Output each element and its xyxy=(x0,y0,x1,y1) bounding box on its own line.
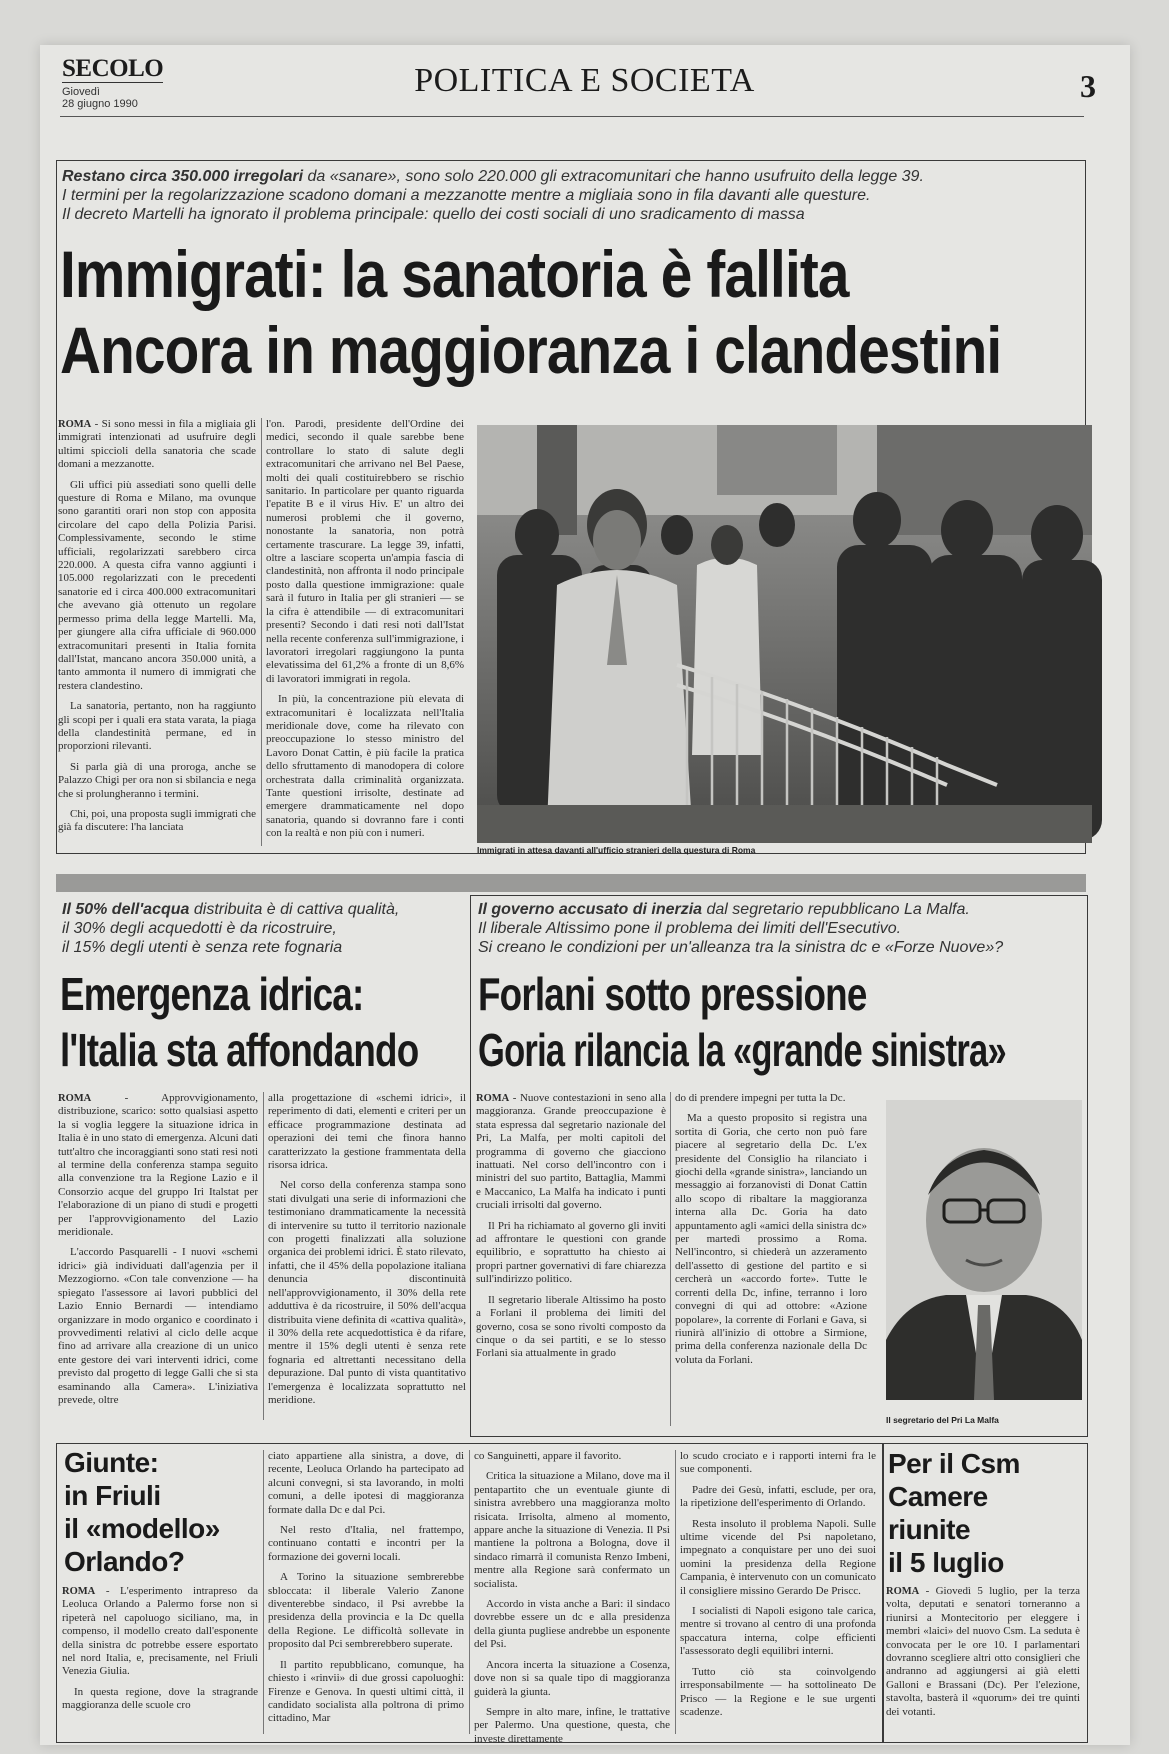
masthead-date: 28 giugno 1990 xyxy=(62,98,138,110)
giunte-col2-p2: Nel resto d'Italia, nel frattempo, continuano contatti e incontri per la formazione dei governi locali. xyxy=(268,1524,464,1563)
forlani-kicker-lead: Il governo accusato di inerzia xyxy=(478,901,703,918)
column-divider xyxy=(469,1450,470,1734)
page-number: 3 xyxy=(1080,68,1096,104)
giunte-col4-p4: I socialisti di Napoli esigono tale carica, mentre si trovano al centro di una profonda spaccatura interna, colpe efficienti l'assessorato degli equilibri interni. xyxy=(680,1605,876,1658)
main-kicker-line3: Il decreto Martelli ha ignorato il problema principale: quello dei costi sociali di uno sradicamento di massa xyxy=(62,206,805,223)
main-kicker-lead: Restano circa 350.000 irregolari xyxy=(62,168,304,185)
giunte-headline-line-3: il «modello» xyxy=(64,1513,220,1544)
section-title: POLITICA E SOCIETA xyxy=(414,62,755,99)
forlani-column-2 xyxy=(675,1092,867,1428)
giunte-col3-p1: co Sanguinetti, appare il favorito. xyxy=(474,1450,622,1462)
giunte-col4-p3: Resta insoluto il problema Napoli. Sulle ultime vicende del Psi napoletano, impegnato a conquistare per uno dei suoi uomini la presidenza della Regione Campania, è intervenuto con un comunicato il consigliere missino Gerardo De Priscc. xyxy=(680,1517,876,1597)
forlani-col1-p3: Il segretario liberale Altissimo ha posto a Forlani il problema dei limiti del governo, cosa se sono rivolti composto da cinque o da sei partiti, e se lo stesso Forlani sia attualmente in grado xyxy=(476,1293,666,1360)
column-divider xyxy=(263,1092,264,1420)
forlani-col2-p2: Ma a questo proposito si registra una sortita di Goria, che certo non può fare piacere al segretario della Dc. L'ex presidente del Consiglio ha rilanciato i giochi della «grande sinistra», lanciando un messaggio ai forzanovisti di Donat Cattin allo scopo di ribaltare la maggioranza interna alla Dc. Goria ha dato appuntamento agli «amici della sinistra dc» per martedì prossimo a Roma. Nell'incontro, si chiederà un azzeramento dell'assetto di gestione del partito e si cercherà un «accordo forte». Tutte le correnti della Dc, infine, terranno i loro convegni di qui ad ottobre: «Azione popolare», la corrente di Forlani e Gava, si riunirà all'inizio di ottobre a Sirmione, prima della conferenza nazionale della Dc voluta da Forlani. xyxy=(675,1112,867,1366)
main-column-1 xyxy=(58,418,256,848)
water-column-2 xyxy=(268,1092,466,1422)
main-col1-p1: - Si sono messi in fila a migliaia gli immigrati intenzionati ad usufruire degli ultimi spiccioli della sanatoria che scade domani a mezzanotte. xyxy=(58,418,256,471)
giunte-column-1 xyxy=(62,1585,258,1735)
immigrants-photo-illustration xyxy=(477,425,1092,843)
giunte-col1-p2: In questa regione, dove la stragrande maggioranza delle scuole cro xyxy=(62,1685,258,1712)
giunte-col3-p5: Sempre in alto mare, infine, le trattative per Palermo. Una questione, questa, che investe direttamente xyxy=(474,1705,670,1745)
water-col2-p1: alla progettazione di «schemi idrici», il reperimento di dati, elementi e criteri per un efficace programmazione destinata ad operazioni dei temi che finora hanno caratterizzato la gestione frammentata della risorsa idrica. xyxy=(268,1092,466,1172)
column-divider xyxy=(670,1092,671,1426)
main-col2-p1: l'on. Parodi, presidente dell'Ordine dei medici, secondo il quale sarebbe bene controllare lo stato di salute degli extracomunitari che arrivano nel Bel Paese, molti dei quali costituirebbero se rischio sanitario. In particolare per quanto riguarda l'epatite B e il virus Hiv. E' un altro dei numerosi problemi che il governo, nonostante la sanatoria, non potrà certamente trascurare. La legge 39, infatti, oltre a lasciare scoperta un'ampia fascia di clandestinità, non affronta il nodo principale posto dalla questione immigrazione: quale sarà il futuro in Italia per gli stranieri — se la cifra è attendibile — di extracomunitari presenti? Secondo i dati resi noti dall'Istat nella recente conferenza sull'immigrazione, i lavoratori irregolari raggiungono la punta elevatissima del 61,2% a fronte di un 8,6% di lavoratori immigrati in regola. xyxy=(266,418,464,685)
forlani-column-1 xyxy=(476,1092,666,1428)
giunte-headline-line-1: Giunte: xyxy=(64,1447,159,1478)
masthead-day: Giovedì xyxy=(62,86,100,98)
water-col1-p2: L'accordo Pasquarelli - I nuovi «schemi idrici» già individuati dall'agenzia per il Mezzogiorno. «Con tale convenzione — ha spiegato l'assessore ai lavori pubblici del Lazio Ennio Bernardi — intendiamo organizzare in modo organico e coordinato i provvedimenti relativi al ciclo delle acque fino ad arrivare alla creazione di un unico ente gestore dei vari interventi idrici, come previsto dal progetto di legge Galli che si sta esaminando alla Camera». L'iniziativa prevede, oltre xyxy=(58,1246,258,1406)
water-col1-p1: - Approvvigionamento, distribuzione, scarico: sotto qualsiasi aspetto la si voglia leggere la situazione idrica in Italia è in uno stato di emergenza. Alcuni dati tutt'altro che incoraggianti sono stati resi noti al termine della conferenza stampa seguito alla convenzione tra la Regione Lazio e il Consorzio acque del gruppo Iri Italstat per l'elaborazione di un piano di studi e progetti per l'approvvigionamento del Lazio meridionale. xyxy=(58,1092,258,1239)
giunte-col3-p2: Critica la situazione a Milano, dove ma il pentapartito che un eventuale giunte di sinistra avrebbero una maggioranza molto risicata. Irrisolta, almeno al momento, appare anche la situazione di Venezia. Il Psi mantiene la poltrona a Bologna, dove il sindaco rimarrà il comunista Renzo Imbeni, mentre alla Regione sarà confermato un socialista. xyxy=(474,1470,670,1590)
forlani-dateline: ROMA xyxy=(476,1093,510,1104)
csm-body: - Giovedì 5 luglio, per la terza volta, deputati e senatori torneranno a riunirsi a Montecitorio per eleggere i membri «laici» del nuovo Csm. La seduta è convocata per le ore 10. I parlamentari dovranno scegliere altri otto consiglieri che andranno ad aggiungersi ai già eletti Galloni e Brassani (Dc). Per l'elezione, stavolta, basterà il «quorum» dei tre quinti dei votanti. xyxy=(886,1585,1080,1718)
giunte-col2-p3: A Torino la situazione sembrerebbe sbloccata: il liberale Valerio Zanone diventerebbe sindaco, il Psi avrebbe la presidenza della provincia e la Dc quella della Regione. Le difficoltà sollevate in proposito dal Pci sembrerebbero superate. xyxy=(268,1571,464,1651)
column-divider xyxy=(261,418,262,846)
main-col1-p4: Si parla già di una proroga, anche se Palazzo Chigi per ora non si sbilancia e nega che si prolungheranno i termini. xyxy=(58,760,256,800)
giunte-headline xyxy=(64,1446,220,1578)
column-divider xyxy=(263,1450,264,1734)
giunte-column-2 xyxy=(268,1450,464,1738)
csm-headline xyxy=(888,1447,1020,1579)
giunte-headline-line-4: Orlando? xyxy=(64,1546,185,1577)
giunte-col3-p4: Ancora incerta la situazione a Cosenza, dove non si sa quale tipo di maggioranza guiderà la giunta. xyxy=(474,1658,670,1698)
forlani-col2-p1: do di prendere impegni per tutta la Dc. xyxy=(675,1092,846,1104)
csm-column xyxy=(886,1585,1080,1735)
giunte-dateline: ROMA xyxy=(62,1586,96,1597)
immigrants-queue-photo xyxy=(477,425,1092,843)
main-col2-p2: In più, la concentrazione più elevata di extracomunitari è localizzata nell'Italia meridionale dove, come ha rilevato con preoccupazione lo stesso ministro del Lavoro Donat Cattin, è più facile la pratica dello sfruttamento di manodopera di colore orchestrata dalla criminalità organizzata. Tante questioni irrisolte, destinate ad emergere drammaticamente nel dopo sanatoria, quando si dovranno fare i conti con la realtà e non più con i numeri. xyxy=(266,693,464,840)
main-headline-2: Ancora in maggioranza i clandestini xyxy=(60,313,1002,387)
forlani-col1-p1: - Nuove contestazioni in seno alla maggioranza. Grande preoccupazione è stata espressa dal segretario nazionale del Pri, La Malfa, per molti capitoli del programma di governo che giacciono inattuati. Nel corso dell'incontro con i ministri del suo partito, Battaglia, Mammì e Maccanico, La Malfa ha indicato i punti cruciali irrisolti dal governo. xyxy=(476,1092,666,1212)
giunte-col4-p5: Tutto ciò sta coinvolgendo irresponsabilmente — ha sottolineato De Prisco — la Regione e le sue urgenti scadenze. xyxy=(680,1665,876,1718)
forlani-kicker-line3: Si creano le condizioni per un'alleanza tra la sinistra dc e «Forze Nuove»? xyxy=(478,939,1004,956)
forlani-kicker xyxy=(478,900,1078,957)
forlani-headline-2: Goria rilancia la «grande sinistra» xyxy=(478,1024,1006,1076)
main-dateline: ROMA xyxy=(58,419,92,430)
forlani-headline-1: Forlani sotto pressione xyxy=(478,968,867,1020)
csm-headline-line-4: il 5 luglio xyxy=(888,1547,1004,1578)
la-malfa-portrait-illustration xyxy=(886,1100,1082,1400)
csm-headline-line-1: Per il Csm xyxy=(888,1448,1020,1479)
giunte-col2-p4: Il partito repubblicano, comunque, ha chiesto i «rinvii» di due grossi capoluoghi: Firenze e Genova. In questi ultimi città, il candidato socialista alla poltrona di primo cittadino, Mar xyxy=(268,1658,464,1725)
csm-dateline: ROMA xyxy=(886,1586,920,1597)
water-kicker xyxy=(62,900,462,957)
water-headline-1: Emergenza idrica: xyxy=(60,968,364,1020)
main-col1-p3: La sanatoria, pertanto, non ha raggiunto gli scopi per i quali era stata varata, la piaga della clandestinità permane, ed in proporzioni rilevanti. xyxy=(58,700,256,753)
main-photo-caption: Immigrati in attesa davanti all'ufficio stranieri della questura di Roma xyxy=(477,845,756,855)
water-col2-p2: Nel corso della conferenza stampa sono stati divulgati una serie di informazioni che testimoniano drammaticamente la necessità di intervenire su tutto il territorio nazionale con progetti finalizzati alla soluzione organica dei problemi idrici. È stato rilevato, infatti, che il 45% della popolazione italiana denuncia discontinuità nell'approvvigionamento, il 30% della rete adduttiva è da ricostruire, il 50% dell'acqua distribuita viene definita di «cattiva qualità», il 30% della rete acquedottistica è da rifare, mentre il 15% degli utenti è senza rete fognaria ed altrettanti necessitano della depurazione. Dal punto di vista quantitativo l'emergenza è localizzata soprattutto nel meridione. xyxy=(268,1179,466,1406)
header-rule xyxy=(60,116,1084,117)
giunte-col1-p1: - L'esperimento intrapreso da Leoluca Orlando a Palermo forse non si ripeterà nel capoluogo siciliano, ma, in compenso, il modello creato dall'esponente della sinistra dc potrebbe essere esportato nel nord Italia, e, precisamente, nel Friuli Venezia Giulia. xyxy=(62,1585,258,1678)
main-col1-p2: Gli uffici più assediati sono quelli delle questure di Roma e Milano, ma ovunque sono garantiti orari non stop con apposita circolare del capo della Polizia Parisi. Complessivamente, secondo le stime ufficiali, regolarizzati sarebbero circa 220.000. A questa cifra vanno aggiunti i 105.000 regolarizzati con le precedenti sanatorie ed i circa 400.000 extracomunitari che avevano già ottenuto un regolare permesso prima della legge Martelli. Ma, per giungere alla cifra ufficiale di 960.000 extracomunitari presenti in Italia fornita dall'Istat, mancano ancora 350.000 unità, a tanto ammonta il numero di immigrati che restera clandestino. xyxy=(58,478,256,692)
giunte-col3-p3: Accordo in vista anche a Bari: il sindaco dovrebbe essere un dc e alla presidenza della giunta pugliese andrebbe un esponente del Psi. xyxy=(474,1598,670,1651)
forlani-kicker-line1: dal segretario repubblicano La Malfa. xyxy=(702,901,970,918)
section-separator-bar xyxy=(56,874,1086,892)
main-kicker-line2: I termini per la regolarizzazione scadono domani a mezzanotte mentre a migliaia sono in fila davanti alle questure. xyxy=(62,187,871,204)
forlani-kicker-line2: Il liberale Altissimo pone il problema dei limiti dell'Esecutivo. xyxy=(478,920,902,937)
main-col1-p5: Chi, poi, una proposta sugli immigrati che già fa discutere: l'ha lanciata xyxy=(58,807,256,834)
water-kicker-line1: distribuita è di cattiva qualità, xyxy=(189,901,400,918)
giunte-col4-p1: lo scudo crociato e i rapporti interni fra le sue componenti. xyxy=(680,1450,876,1476)
water-dateline: ROMA xyxy=(58,1093,92,1104)
giunte-col2-p1: ciato appartiene alla sinistra, a dove, di recente, Leoluca Orlando ha partecipato ad alcuni convegni, si sta lavorando, in molti comuni, a delle ipotesi di maggioranza formate dalla Dc e dal Pci. xyxy=(268,1450,464,1516)
csm-headline-line-3: riunite xyxy=(888,1514,971,1545)
water-kicker-line3: il 15% degli utenti è senza rete fognaria xyxy=(62,939,343,956)
forlani-col1-p2: Il Pri ha richiamato al governo gli inviti ad affrontare le questioni con grande equilibrio, e soprattutto ha chiesto ai propri partner governativi di fare chiarezza sull'indirizzo politico. xyxy=(476,1219,666,1286)
la-malfa-photo-caption: Il segretario del Pri La Malfa xyxy=(886,1415,999,1425)
main-headline-1: Immigrati: la sanatoria è fallita xyxy=(60,237,849,311)
la-malfa-portrait-photo xyxy=(886,1100,1082,1400)
giunte-column-4 xyxy=(680,1450,876,1738)
water-column-1 xyxy=(58,1092,258,1422)
main-kicker-line1: da «sanare», sono solo 220.000 gli extracomunitari che hanno usufruito della legge 39. xyxy=(303,168,924,185)
main-column-2 xyxy=(266,418,464,848)
masthead-name: SECOLO xyxy=(62,55,164,82)
water-kicker-line2: il 30% degli acquedotti è da ricostruire, xyxy=(62,920,337,937)
giunte-headline-line-2: in Friuli xyxy=(64,1480,161,1511)
column-divider xyxy=(675,1450,676,1734)
csm-headline-line-2: Camere xyxy=(888,1481,988,1512)
water-headline-2: l'Italia sta affondando xyxy=(60,1024,419,1076)
giunte-column-3 xyxy=(474,1450,670,1745)
water-kicker-lead: Il 50% dell'acqua xyxy=(62,901,190,918)
main-kicker xyxy=(62,167,1072,224)
giunte-col4-p2: Padre dei Gesù, infatti, esclude, per ora, la ripetizione dell'esperimento di Orlando. xyxy=(680,1483,876,1510)
